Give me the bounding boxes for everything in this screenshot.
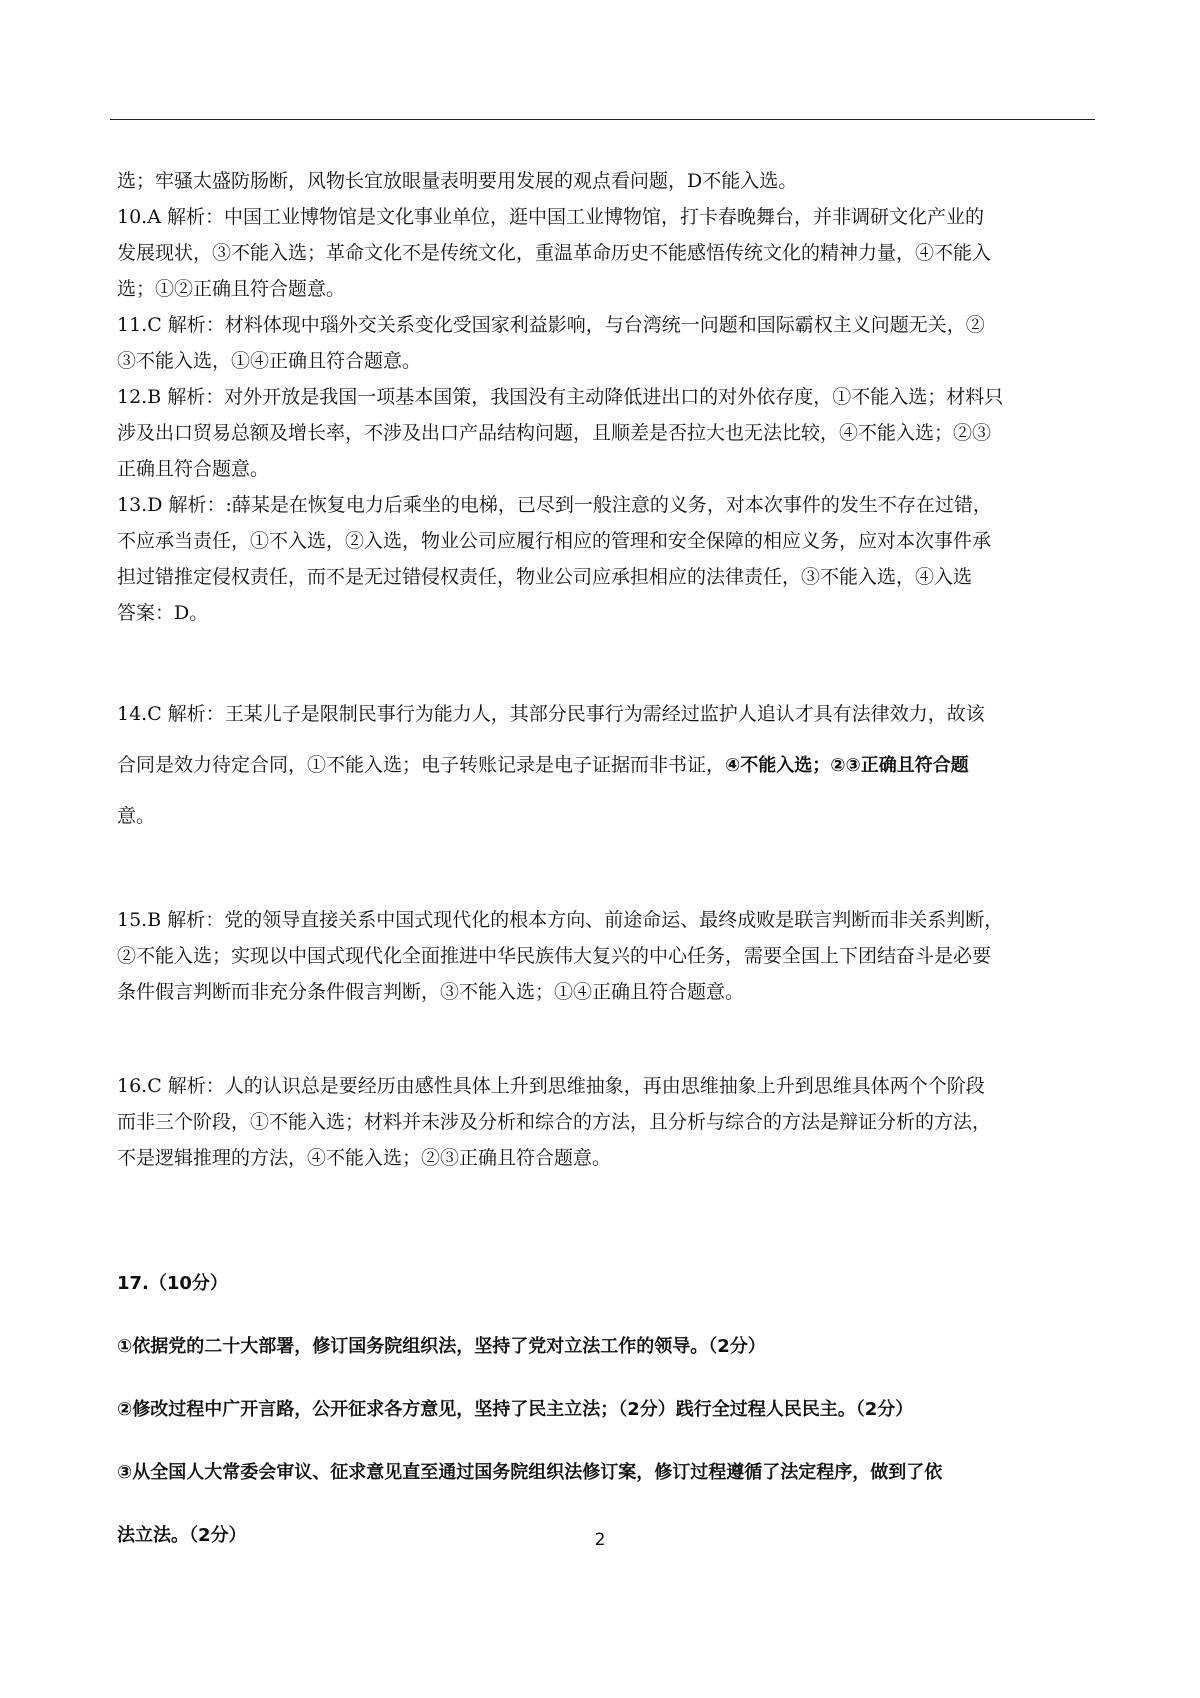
answer-11: [117, 307, 1095, 379]
answer-content: [117, 163, 1095, 1567]
answer-17: [117, 1252, 1095, 1567]
text-line: 10.A 解析：中国工业博物馆是文化事业单位，逛中国工业博物馆，打卡春晚舞台，并非调研文化产业的: [117, 206, 984, 228]
text-line: 法立法。（2分）: [117, 1525, 247, 1546]
text-line: 不是逻辑推理的方法，④不能入选；②③正确且符合题意。: [117, 1147, 612, 1169]
text-line: ②不能入选；实现以中国式现代化全面推进中华民族伟大复兴的中心任务，需要全国上下团结奋斗是必要: [117, 945, 992, 967]
text-line: 答案：D。: [117, 602, 209, 624]
answer-13: [117, 487, 1095, 631]
text-line: 正确且符合题意。: [117, 458, 270, 480]
text-segment: 合同是效力待定合同，①不能入选；电子转账记录是电子证据而非书证，: [117, 754, 726, 776]
text-line: 涉及出口贸易总额及增长率，不涉及出口产品结构问题，且顺差是否拉大也无法比较，④不能入选；②③: [117, 422, 992, 444]
answer-16: [117, 1068, 1095, 1176]
header-rule: [110, 119, 1095, 120]
bold-segment: ④不能入选；②③正确且符合题: [725, 755, 969, 776]
answer-10: [117, 199, 1095, 307]
text-line: 不应承当责任，①不入选，②入选，物业公司应履行相应的管理和安全保障的相应义务，应对本次事件承: [117, 530, 992, 552]
text-line: 而非三个阶段，①不能入选；材料并未涉及分析和综合的方法，且分析与综合的方法是辩证分析的方法，: [117, 1111, 992, 1133]
text-line: ②修改过程中广开言路，公开征求各方意见，坚持了民主立法；（2分）践行全过程人民民主。（2分）: [117, 1399, 914, 1420]
text-line: 条件假言判断而非充分条件假言判断，③不能入选；①④正确且符合题意。: [117, 981, 745, 1003]
text-line: [117, 740, 1095, 791]
text-line: 11.C 解析：材料体现中瑙外交关系变化受国家利益影响，与台湾统一问题和国际霸权主义问题无关，②: [117, 314, 985, 336]
answer-9-continuation: [117, 163, 1095, 199]
text-line: 12.B 解析：对外开放是我国一项基本国策，我国没有主动降低进出口的对外依存度，①不能入选；材料只: [117, 386, 1004, 408]
text-line: ③从全国人大常委会审议、征求意见直至通过国务院组织法修订案，修订过程遵循了法定程序，做到了依: [117, 1462, 943, 1483]
text-line: 意。: [117, 805, 156, 827]
question-heading: 17.（10分）: [117, 1273, 228, 1294]
text-line: 发展现状，③不能入选；革命文化不是传统文化，重温革命历史不能感悟传统文化的精神力量，④不能入: [117, 242, 992, 264]
text-line: 担过错推定侵权责任，而不是无过错侵权责任，物业公司应承担相应的法律责任，③不能入选，④入选: [117, 566, 973, 588]
answer-14: [117, 689, 1095, 842]
answer-12: [117, 379, 1095, 487]
text-line: 选；①②正确且符合题意。: [117, 278, 346, 300]
text-line: 选；牢骚太盛防肠断，风物长宜放眼量表明要用发展的观点看问题，D不能入选。: [117, 170, 798, 192]
text-line: 16.C 解析：人的认识总是要经历由感性具体上升到思维抽象，再由思维抽象上升到思维具体两个个阶段: [117, 1075, 985, 1097]
page-number: 2: [594, 1530, 606, 1550]
text-line: 13.D 解析：:薛某是在恢复电力后乘坐的电梯，已尽到一般注意的义务，对本次事件的发生不存在过错，: [117, 494, 992, 516]
text-line: 15.B 解析：党的领导直接关系中国式现代化的根本方向、前途命运、最终成败是联言判断而非关系判断，: [117, 909, 1004, 931]
answer-15: [117, 902, 1095, 1010]
text-line: ①依据党的二十大部署，修订国务院组织法，坚持了党对立法工作的领导。（2分）: [117, 1336, 766, 1357]
text-line: ③不能入选，①④正确且符合题意。: [117, 350, 422, 372]
text-line: 14.C 解析：王某儿子是限制民事行为能力人，其部分民事行为需经过监护人追认才具有法律效力，故该: [117, 703, 985, 725]
